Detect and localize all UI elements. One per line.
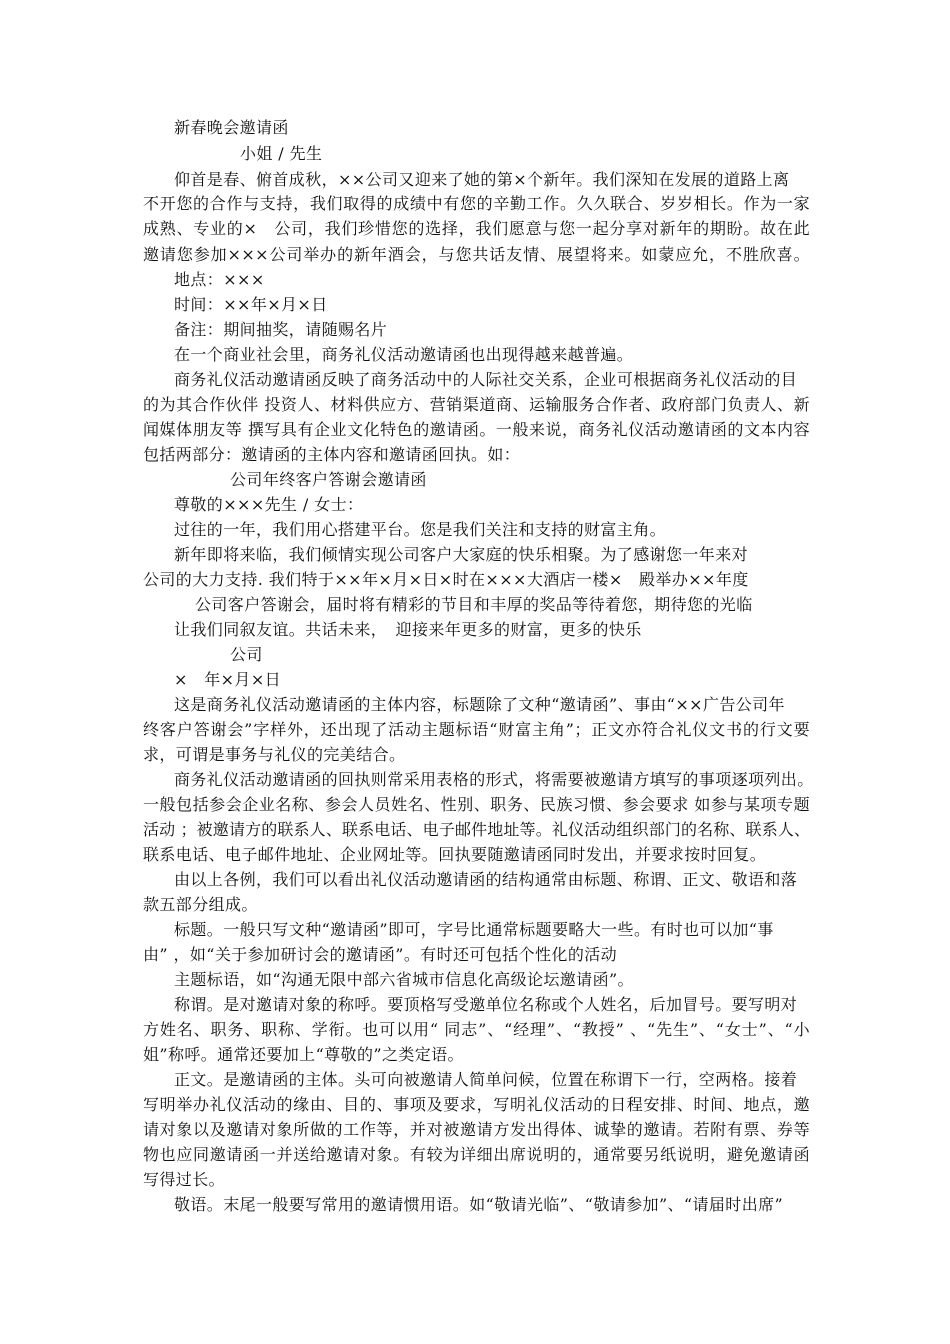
text-line: 求，可谓是事务与礼仪的完美结合。: [143, 745, 406, 764]
text-line: 不开您的合作与支持，我们取得的成绩中有您的辛勤工作。久久联合、岁岁相长。作为一家: [143, 194, 810, 213]
text-line: 新年即将来临，我们倾情实现公司客户大家庭的快乐相聚。为了感谢您一年来对: [174, 545, 749, 564]
text-line: 的为其合作伙伴 投资人、材料供应方、营销渠道商、运输服务合作者、政府部门负责人、新: [143, 395, 810, 414]
text-line: 公司客户答谢会，届时将有精彩的节目和丰厚的奖品等待着您，期待您的光临: [195, 595, 753, 614]
location-line: 地点：×××: [174, 270, 265, 289]
signature-date: × 年×月×日: [174, 670, 282, 689]
text-line: 联系电话、电子邮件地址、企业网址等。回执要随邀请函同时发出，并要求按时回复。: [143, 845, 767, 864]
text-line: 姐”称呼。通常还要加上“尊敬的”之类定语。: [143, 1045, 464, 1064]
text-line: 成熟、专业的× 公司，我们珍惜您的选择，我们愿意与您一起分享对新年的期盼。故在此: [143, 219, 810, 238]
text-line: 主题标语，如“沟通无限中部六省城市信息化高级论坛邀请函”。: [174, 970, 634, 989]
text-line: 邀请您参加×××公司举办的新年酒会，与您共话友情、展望将来。如蒙应允，不胜欣喜。: [143, 245, 810, 264]
text-line: 由” ，如“关于参加研讨会的邀请函”。有时还可包括个性化的活动: [143, 945, 618, 964]
text-line: 公司的大力支持. 我们特于××年×月×日×时在×××大酒店一楼× 殿举办××年度: [143, 570, 749, 589]
text-line: 在一个商业社会里，商务礼仪活动邀请函也出现得越来越普遍。: [174, 345, 634, 364]
text-line: 这是商务礼仪活动邀请函的主体内容，标题除了文种“邀请函”、事由“××广告公司年: [174, 695, 785, 714]
example-title: 公司年终客户答谢会邀请函: [230, 470, 427, 489]
note-line: 备注：期间抽奖，请随赐名片: [174, 320, 388, 339]
text-line: 让我们同叙友谊。共话未来， 迎接来年更多的财富，更多的快乐: [174, 620, 642, 639]
text-line: 称谓。是对邀请对象的称呼。要顶格写受邀单位名称或个人姓名，后加冒号。要写明对: [174, 995, 798, 1014]
text-line: 仰首是春、俯首成秋，××公司又迎来了她的第×个新年。我们深知在发展的道路上离: [174, 170, 790, 189]
text-line: 商务礼仪活动邀请函的回执则常采用表格的形式，将需要被邀请方填写的事项逐项列出。: [174, 770, 814, 789]
text-line: 终客户答谢会”字样外，还出现了活动主题标语“财富主角”；正文亦符合礼仪文书的行文要: [143, 720, 810, 739]
text-line: 款五部分组成。: [143, 895, 258, 914]
example-salutation: 尊敬的×××先生 / 女士：: [174, 495, 364, 514]
text-line: 方姓名、职务、职称、学衔。也可以用“ 同志”、“经理”、“教授” 、“先生”、“女士”、“小: [143, 1020, 810, 1039]
text-line: 活动 ；被邀请方的联系人、联系电话、电子邮件地址等。礼仪活动组织部门的名称、联系人、: [143, 820, 810, 839]
salutation-line: 小姐 / 先生: [240, 144, 323, 163]
text-line: 由以上各例，我们可以看出礼仪活动邀请函的结构通常由标题、称谓、正文、敬语和落: [174, 870, 798, 889]
text-line: 标题。一般只写文种“邀请函”即可，字号比通常标题要略大一些。有时也可以加“事: [174, 920, 774, 939]
text-line: 写明举办礼仪活动的缘由、目的、事项及要求，写明礼仪活动的日程安排、时间、地点，邀: [143, 1095, 810, 1114]
time-line: 时间：××年×月×日: [174, 295, 328, 314]
text-line: 正文。是邀请函的主体。头可向被邀请人简单问候，位置在称谓下一行，空两格。接着: [174, 1070, 798, 1089]
text-line: 物也应同邀请函一并送给邀请对象。有较为详细出席说明的，通常要另纸说明，避免邀请函: [143, 1145, 810, 1164]
text-line: 包括两部分：邀请函的主体内容和邀请函回执。如：: [143, 445, 521, 464]
text-line: 写得过长。: [143, 1170, 226, 1189]
signature-company: 公司: [230, 645, 263, 664]
text-line: 商务礼仪活动邀请函反映了商务活动中的人际社交关系，企业可根据商务礼仪活动的目: [174, 370, 798, 389]
text-line: 敬语。末尾一般要写常用的邀请惯用语。如“敬请光临”、“敬请参加”、“请届时出席”: [174, 1195, 784, 1214]
invitation-title: 新春晚会邀请函: [174, 118, 289, 137]
text-line: 请对象以及邀请对象所做的工作等，并对被邀请方发出得体、诚挚的邀请。若附有票、券等: [143, 1120, 810, 1139]
text-line: 一般包括参会企业名称、参会人员姓名、性别、职务、民族习惯、参会要求 如参与某项专题: [143, 795, 810, 814]
text-line: 过往的一年，我们用心搭建平台。您是我们关注和支持的财富主角。: [174, 520, 667, 539]
text-line: 闻媒体朋友等 撰写具有企业文化特色的邀请函。一般来说，商务礼仪活动邀请函的文本内容: [143, 420, 810, 439]
